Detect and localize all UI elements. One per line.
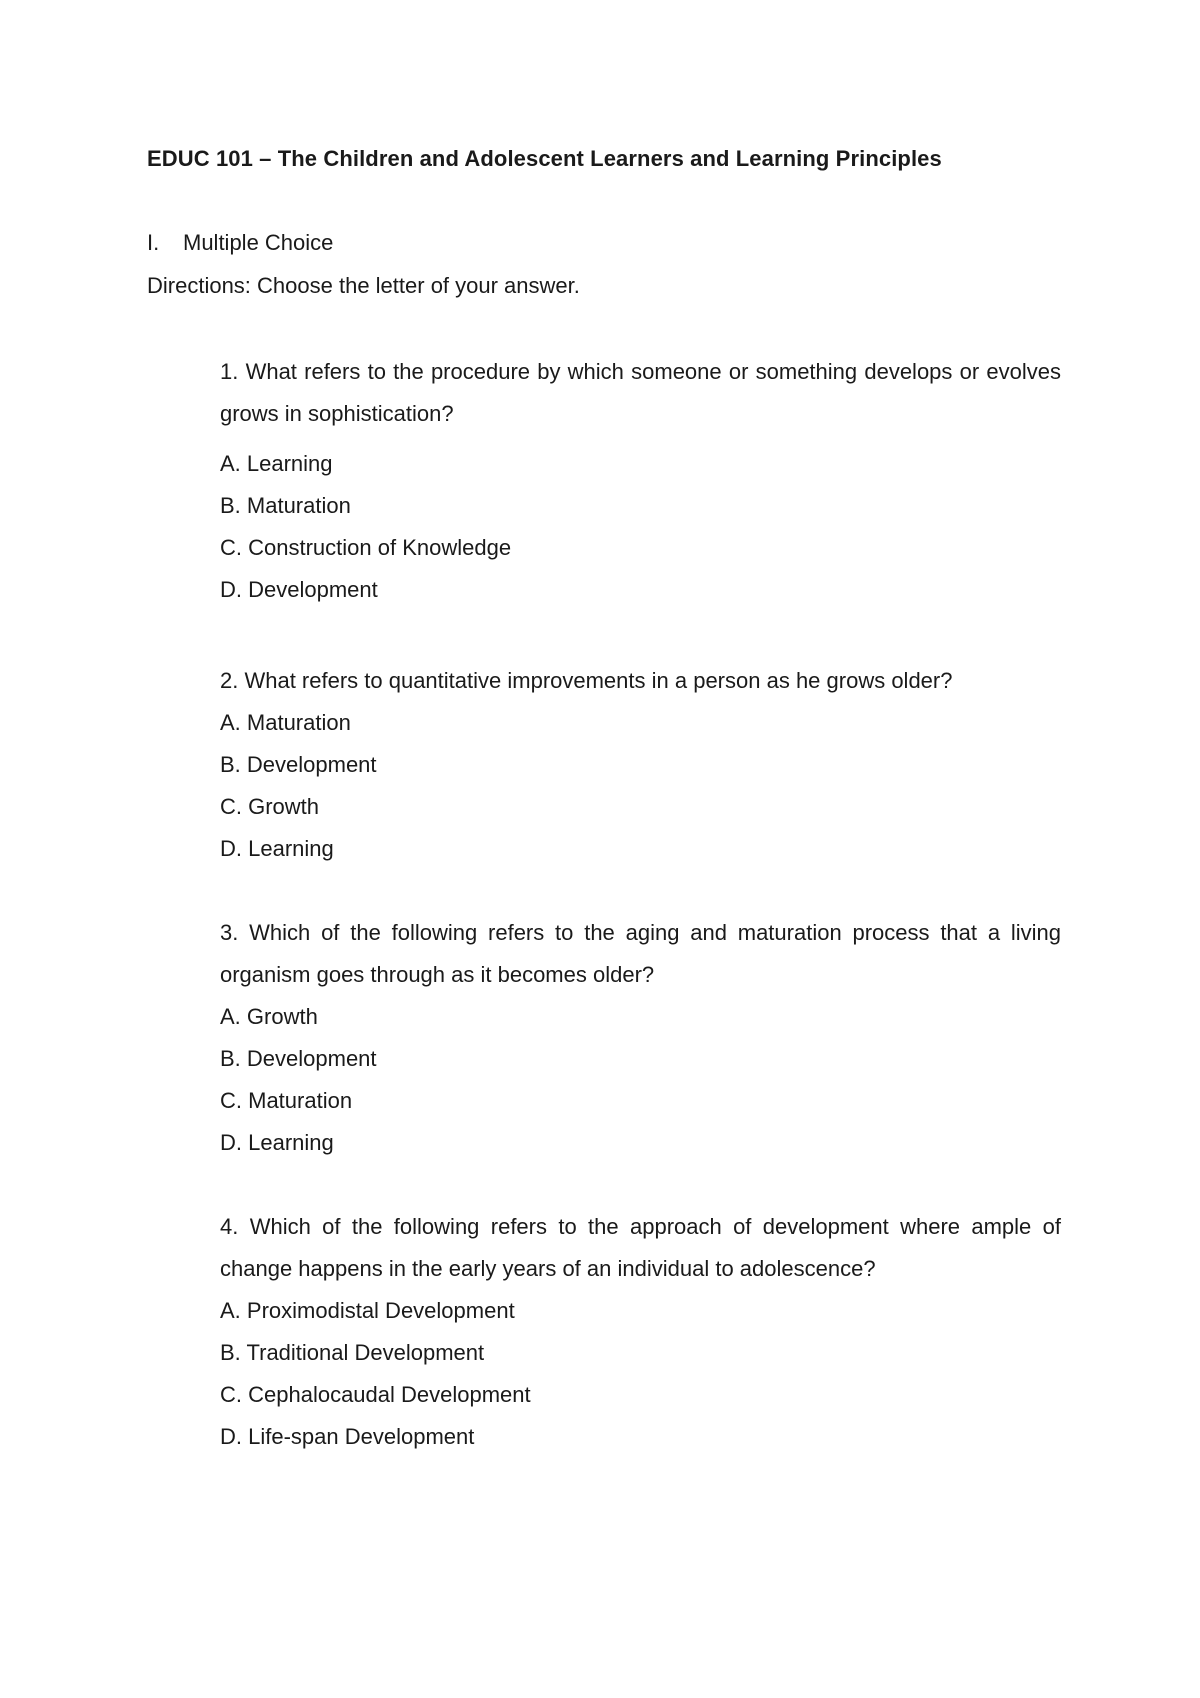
question-1 <box>220 351 1061 611</box>
choice-d: D. Learning <box>220 1130 334 1155</box>
choice-c: C. Construction of Knowledge <box>220 535 512 560</box>
choice-list <box>220 996 1061 1164</box>
choice-c: C. Growth <box>220 794 320 819</box>
choice-list <box>220 702 1061 870</box>
choice-b: B. Development <box>220 1046 377 1071</box>
directions-text: Directions: Choose the letter of your answer. <box>147 273 580 298</box>
question-text: 3. Which of the following refers to the aging and maturation process that a living organism goes through as it becomes older? <box>220 920 1061 987</box>
question-4 <box>220 1206 1061 1458</box>
choice-d: D. Learning <box>220 836 334 861</box>
choice-d: D. Development <box>220 577 378 602</box>
choice-c: C. Cephalocaudal Development <box>220 1382 531 1407</box>
question-text: 1. What refers to the procedure by which someone or something develops or evolves grows in sophistication? <box>220 359 1061 426</box>
choice-b: B. Maturation <box>220 493 351 518</box>
choice-b: B. Development <box>220 752 377 777</box>
choice-a: A. Growth <box>220 1004 318 1029</box>
choice-a: A. Maturation <box>220 710 351 735</box>
choice-a: A. Proximodistal Development <box>220 1298 515 1323</box>
question-2 <box>220 660 1061 870</box>
choice-d: D. Life-span Development <box>220 1424 475 1449</box>
choice-a: A. Learning <box>220 451 333 476</box>
choice-list <box>220 1290 1061 1458</box>
document-title: EDUC 101 – The Children and Adolescent Learners and Learning Principles <box>147 146 942 171</box>
question-3 <box>220 912 1061 1164</box>
section-numeral: I. <box>147 230 160 255</box>
choice-c: C. Maturation <box>220 1088 353 1113</box>
choice-list <box>220 443 1061 611</box>
choice-b: B. Traditional Development <box>220 1340 485 1365</box>
section-heading <box>147 230 333 256</box>
question-text: 4. Which of the following refers to the approach of development where ample of change happens in the early years of an individual to adolescence? <box>220 1214 1061 1281</box>
section-label: Multiple Choice <box>183 230 334 255</box>
question-text: 2. What refers to quantitative improvements in a person as he grows older? <box>220 668 953 693</box>
